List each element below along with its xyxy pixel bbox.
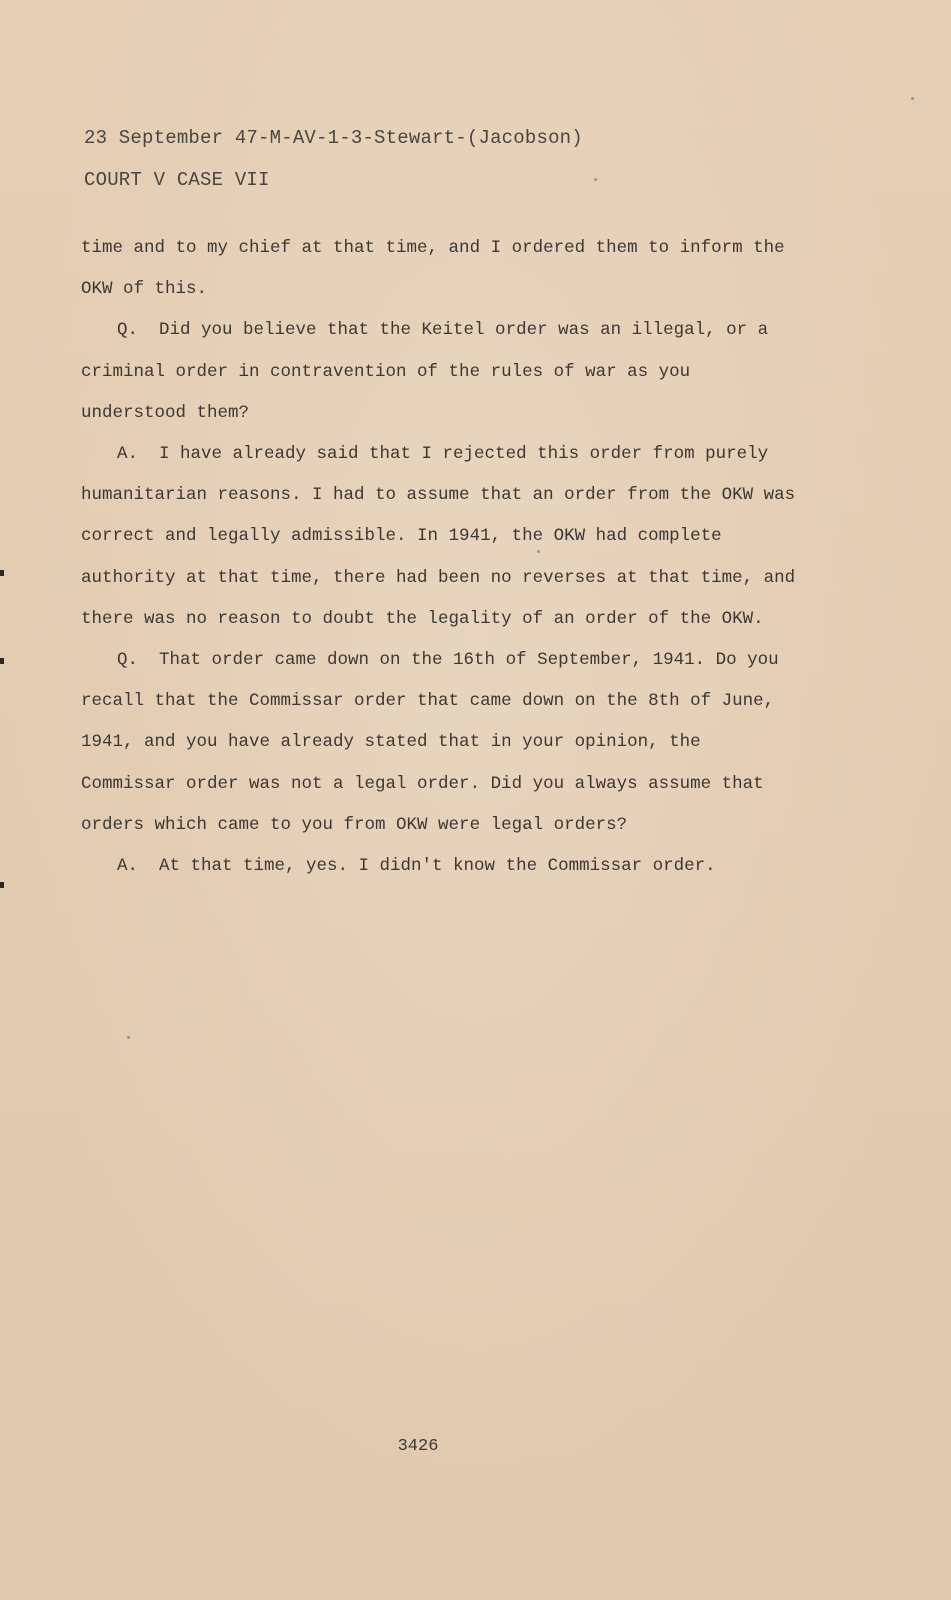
transcript-paragraph-continuation: time and to my chief at that time, and I ordered them to inform the OKW of this. (81, 238, 796, 300)
page-number: 3426 (397, 1437, 439, 1456)
transcript-question-1: Q. Did you believe that the Keitel order was an illegal, or a criminal order in contravention of the rules of war as you understood them? (81, 320, 779, 423)
paper-speck (127, 1036, 130, 1039)
binding-edge-mark (0, 882, 4, 888)
binding-edge-mark (0, 570, 4, 576)
transcript-question-2: Q. That order came down on the 16th of September, 1941. Do you recall that the Commissar order that came down on the 8th of June, 1941, and you have already stated that in your opinion, the Commissar order was not a legal order. Did you always assume that orders which came to you from OKW were legal orders? (81, 650, 790, 835)
paper-speck (524, 826, 527, 829)
paper-speck (594, 178, 597, 181)
court-case-line: COURT V CASE VII (84, 169, 270, 191)
transcript-answer-2: A. At that time, yes. I didn't know the Commissar order. (117, 856, 716, 877)
transcript-body (81, 228, 806, 887)
paper-speck (911, 97, 914, 100)
transcript-answer-1: A. I have already said that I rejected this order from purely humanitarian reasons. I had to assume that an order from the OKW was correct and legally admissible. In 1941, the OKW had complete authority at that time, there had been no reverses at that time, and there was no reason to doubt the legality of an order of the OKW. (81, 444, 806, 629)
document-reference-line: 23 September 47-M-AV-1-3-Stewart-(Jacobson) (84, 127, 583, 149)
binding-edge-mark (0, 658, 4, 664)
paper-speck (537, 550, 540, 553)
